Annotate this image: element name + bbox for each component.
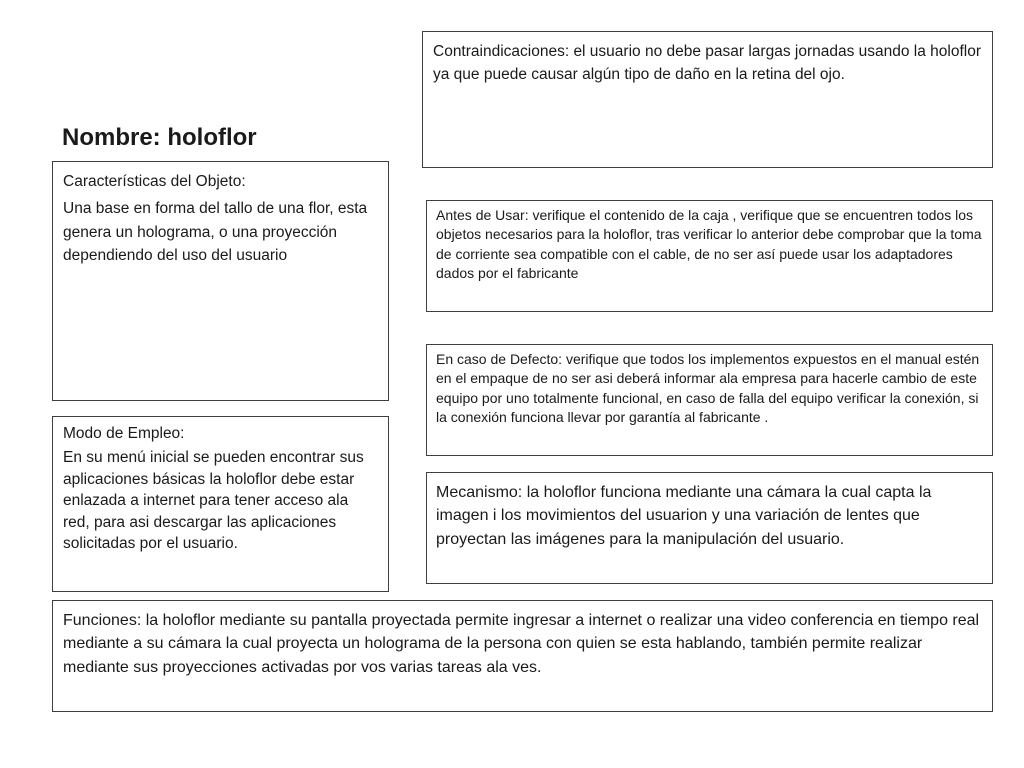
funciones-box [52,600,993,712]
funciones-text: Funciones: la holoflor mediante su pantalla proyectada permite ingresar a internet o realizar una video conferencia en tiempo real mediante a su cámara la cual proyecta un holograma de la persona con quien se esta hablando, también permite realizar mediante sus proyecciones activadas por vos varias tareas ala ves. [63,612,980,676]
mecanismo-text: Mecanismo: la holoflor funciona mediante una cámara la cual capta la imagen i los movimientos del usuarion y una variación de lentes que proyectan las imágenes para la manipulación del usuario. [436,484,932,548]
antes-de-usar-box [426,200,993,312]
antes-de-usar-text: Antes de Usar: verifique el contenido de la caja , verifique que se encuentren todos los objetos necesarios para la holoflor, tras verificar lo anterior debe comprobar que la toma de corriente sea compatible con el cable, de no ser así puede usar los adaptadores dados por el fabricante [436,207,982,281]
caracteristicas-box [52,161,389,401]
modo-de-empleo-label: Modo de Empleo: [63,425,185,442]
modo-de-empleo-text: En su menú inicial se pueden encontrar sus aplicaciones básicas la holoflor debe estar enlazada a internet para tener acceso ala red, para asi descargar las aplicaciones solicitadas por el usuario. [63,449,364,552]
mecanismo-box [426,472,993,584]
en-caso-de-defecto-box [426,344,993,456]
en-caso-de-defecto-text: En caso de Defecto: verifique que todos los implementos expuestos en el manual estén en el empaque de no ser asi deberá informar ala empresa para hacerle cambio de este equipo por uno totalmente funcional, en caso de falla del equipo verificar la conexión, si la conexión funciona llevar por garantía al fabricante . [436,351,980,425]
contraindicaciones-box [422,31,993,168]
caracteristicas-text: Una base en forma del tallo de una flor, esta genera un holograma, o una proyección dependiendo del uso del usuario [63,200,368,264]
modo-de-empleo-box [52,416,389,592]
page-title: Nombre: holoflor [62,124,257,151]
contraindicaciones-text: Contraindicaciones: el usuario no debe pasar largas jornadas usando la holoflor ya que puede causar algún tipo de daño en la retina del ojo. [433,43,982,84]
caracteristicas-label: Características del Objeto: [63,173,246,190]
